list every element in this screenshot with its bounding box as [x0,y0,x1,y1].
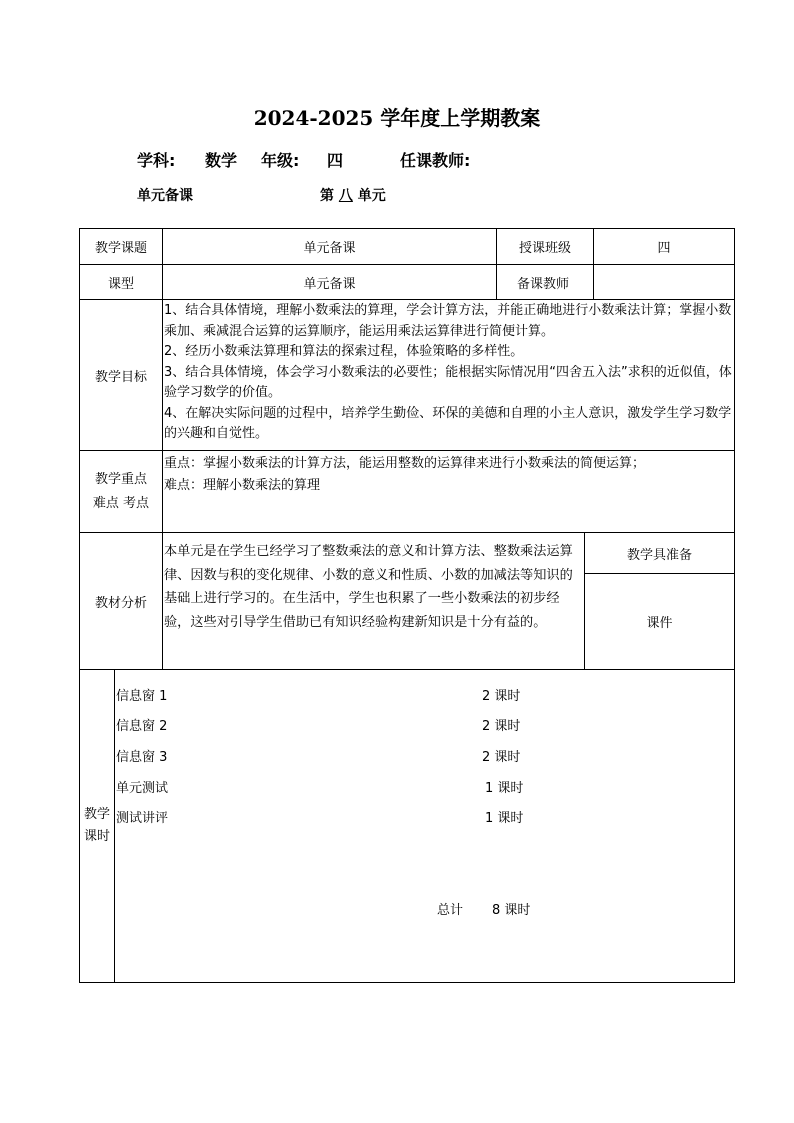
analysis-label: 教材分析 [94,595,147,611]
objective-item: 3、结合具体情境，体会学习小数乘法的必要性；能根据实际情况用“四舍五入法”求积的近似值，体验学习数学的价值。 [164,364,732,400]
hours-time: 1 课时 [485,811,524,826]
unit-number: 第 八 单元 [320,188,386,204]
hours-item: 信息窗 1 [116,689,168,704]
class-label: 授课班级 [518,241,571,256]
objective-item: 4、在解决实际问题的过程中，培养学生勤俭、环保的美德和自理的小主人意识，激发学生学习数学的兴趣和自觉性。 [164,405,732,441]
hours-time: 2 课时 [482,689,521,704]
prep-teacher-value [594,265,734,299]
objective-item: 2、经历小数乘法算理和算法的探索过程，体验策略的多样性。 [164,344,524,359]
grade-label: 年级: [261,151,300,170]
class-value: 四 [657,241,671,256]
teacher-label: 任课教师: [400,151,471,170]
prep-teacher-label: 备课教师 [517,276,570,292]
objectives-label: 教学目标 [94,369,147,385]
total-label: 总计 [437,903,464,918]
hours-item: 信息窗 2 [116,719,168,734]
topic-value: 单元备课 [303,241,356,256]
hours-time: 2 课时 [482,719,521,734]
topic-label: 教学课题 [94,241,147,256]
page-title: 2024-2025 学年度上学期教案 [253,106,541,130]
type-value: 单元备课 [303,276,356,292]
hours-item: 测试讲评 [116,811,169,826]
keypoint-text: 重点：掌握小数乘法的计算方法，能运用整数的运算律来进行小数乘法的简便运算； [164,456,646,471]
hours-time: 2 课时 [482,750,521,765]
analysis-text: 本单元是在学生已经学习了整数乘法的意义和计算方法、整数乘法运算律、因数与积的变化规律、小数的意义和性质、小数的加减法等知识的基础上进行学习的。在生活中，学生也积累了一些小数乘法的初步经验，这些对引导学生借助已有知识经验构建新知识是十分有益的。 [164,544,573,630]
total-value: 8 课时 [492,903,531,918]
difficulty-text: 难点：理解小数乘法的算理 [164,478,321,493]
keypoints-content [164,453,733,497]
grade-value: 四 [327,151,344,170]
hours-item: 单元测试 [116,781,169,796]
objective-item: 1、结合具体情境，理解小数乘法的算理，学会计算方法，并能正确地进行小数乘法计算；掌握小数乘加、乘减混合运算的运算顺序，能运用乘法运算律进行简便计算。 [164,303,732,339]
aids-value: 课件 [646,616,673,631]
objectives-list [164,301,733,445]
unit-prep-label: 单元备课 [137,188,193,204]
hours-item: 信息窗 3 [116,750,168,765]
hours-time: 1 课时 [485,781,524,796]
aids-label: 教学具准备 [626,547,692,563]
type-label: 课型 [107,276,134,292]
hours-label: 教学 课时 [83,807,110,844]
keypoints-label: 教学重点 难点 考点 [92,471,150,511]
subject-label: 学科: [137,151,176,170]
subject-value: 数学 [205,151,238,170]
